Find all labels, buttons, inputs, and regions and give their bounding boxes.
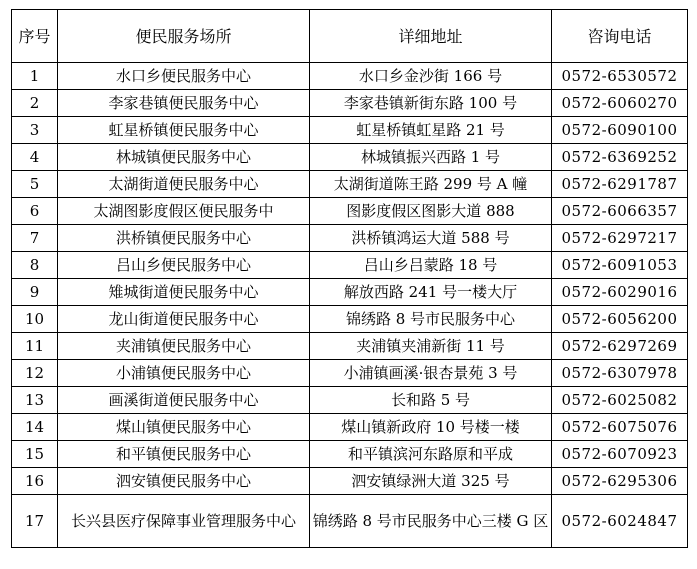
table-row xyxy=(12,171,688,198)
cell-no: 15 xyxy=(12,441,58,468)
cell-place: 林城镇便民服务中心 xyxy=(58,144,310,171)
cell-no: 10 xyxy=(12,306,58,333)
cell-no: 14 xyxy=(12,414,58,441)
table-row xyxy=(12,441,688,468)
cell-address: 煤山镇新政府 10 号楼一楼 xyxy=(310,414,552,441)
cell-phone: 0572-6090100 xyxy=(552,117,688,144)
cell-place: 画溪街道便民服务中心 xyxy=(58,387,310,414)
table-row xyxy=(12,117,688,144)
cell-address: 锦绣路 8 号市民服务中心三楼 G 区 xyxy=(310,495,552,548)
header-address: 详细地址 xyxy=(310,10,552,63)
table-row xyxy=(12,63,688,90)
cell-place: 夹浦镇便民服务中心 xyxy=(58,333,310,360)
table-row xyxy=(12,198,688,225)
cell-phone: 0572-6056200 xyxy=(552,306,688,333)
table-row xyxy=(12,144,688,171)
cell-place: 水口乡便民服务中心 xyxy=(58,63,310,90)
cell-place: 吕山乡便民服务中心 xyxy=(58,252,310,279)
table-row xyxy=(12,360,688,387)
cell-no: 9 xyxy=(12,279,58,306)
cell-phone: 0572-6066357 xyxy=(552,198,688,225)
cell-no: 7 xyxy=(12,225,58,252)
cell-address: 水口乡金沙街 166 号 xyxy=(310,63,552,90)
cell-phone: 0572-6070923 xyxy=(552,441,688,468)
table-row xyxy=(12,495,688,548)
cell-address: 锦绣路 8 号市民服务中心 xyxy=(310,306,552,333)
cell-no: 13 xyxy=(12,387,58,414)
cell-address: 泗安镇绿洲大道 325 号 xyxy=(310,468,552,495)
cell-no: 5 xyxy=(12,171,58,198)
cell-address: 解放西路 241 号一楼大厅 xyxy=(310,279,552,306)
cell-address: 长和路 5 号 xyxy=(310,387,552,414)
cell-address: 图影度假区图影大道 888 xyxy=(310,198,552,225)
table-row xyxy=(12,387,688,414)
table-row xyxy=(12,306,688,333)
cell-place: 煤山镇便民服务中心 xyxy=(58,414,310,441)
cell-no: 6 xyxy=(12,198,58,225)
cell-address: 林城镇振兴西路 1 号 xyxy=(310,144,552,171)
cell-phone: 0572-6297217 xyxy=(552,225,688,252)
cell-place: 虹星桥镇便民服务中心 xyxy=(58,117,310,144)
cell-place: 龙山街道便民服务中心 xyxy=(58,306,310,333)
cell-phone: 0572-6091053 xyxy=(552,252,688,279)
cell-place: 小浦镇便民服务中心 xyxy=(58,360,310,387)
cell-place: 太湖街道便民服务中心 xyxy=(58,171,310,198)
cell-phone: 0572-6060270 xyxy=(552,90,688,117)
cell-no: 4 xyxy=(12,144,58,171)
cell-no: 16 xyxy=(12,468,58,495)
cell-place: 长兴县医疗保障事业管理服务中心 xyxy=(58,495,310,548)
cell-address: 小浦镇画溪·银杏景苑 3 号 xyxy=(310,360,552,387)
cell-address: 李家巷镇新街东路 100 号 xyxy=(310,90,552,117)
service-center-table xyxy=(11,9,688,548)
table-row xyxy=(12,279,688,306)
cell-phone: 0572-6025082 xyxy=(552,387,688,414)
table-row xyxy=(12,333,688,360)
cell-phone: 0572-6297269 xyxy=(552,333,688,360)
header-place: 便民服务场所 xyxy=(58,10,310,63)
cell-place: 和平镇便民服务中心 xyxy=(58,441,310,468)
cell-place: 洪桥镇便民服务中心 xyxy=(58,225,310,252)
cell-no: 2 xyxy=(12,90,58,117)
header-row xyxy=(12,10,688,63)
cell-no: 1 xyxy=(12,63,58,90)
cell-phone: 0572-6029016 xyxy=(552,279,688,306)
cell-no: 17 xyxy=(12,495,58,548)
cell-phone: 0572-6369252 xyxy=(552,144,688,171)
cell-address: 吕山乡吕蒙路 18 号 xyxy=(310,252,552,279)
cell-phone: 0572-6530572 xyxy=(552,63,688,90)
table-row xyxy=(12,90,688,117)
cell-phone: 0572-6307978 xyxy=(552,360,688,387)
table-row xyxy=(12,252,688,279)
cell-address: 和平镇滨河东路原和平成 xyxy=(310,441,552,468)
cell-place: 太湖图影度假区便民服务中 xyxy=(58,198,310,225)
cell-no: 8 xyxy=(12,252,58,279)
cell-no: 3 xyxy=(12,117,58,144)
cell-address: 太湖街道陈王路 299 号 A 幢 xyxy=(310,171,552,198)
cell-place: 泗安镇便民服务中心 xyxy=(58,468,310,495)
cell-address: 虹星桥镇虹星路 21 号 xyxy=(310,117,552,144)
cell-place: 雉城街道便民服务中心 xyxy=(58,279,310,306)
cell-address: 洪桥镇鸿运大道 588 号 xyxy=(310,225,552,252)
cell-no: 12 xyxy=(12,360,58,387)
cell-phone: 0572-6291787 xyxy=(552,171,688,198)
cell-address: 夹浦镇夹浦新街 11 号 xyxy=(310,333,552,360)
cell-phone: 0572-6295306 xyxy=(552,468,688,495)
table-row xyxy=(12,414,688,441)
header-phone: 咨询电话 xyxy=(552,10,688,63)
cell-place: 李家巷镇便民服务中心 xyxy=(58,90,310,117)
header-no: 序号 xyxy=(12,10,58,63)
cell-phone: 0572-6075076 xyxy=(552,414,688,441)
table-row xyxy=(12,468,688,495)
cell-no: 11 xyxy=(12,333,58,360)
cell-phone: 0572-6024847 xyxy=(552,495,688,548)
table-row xyxy=(12,225,688,252)
table-body xyxy=(12,63,688,548)
